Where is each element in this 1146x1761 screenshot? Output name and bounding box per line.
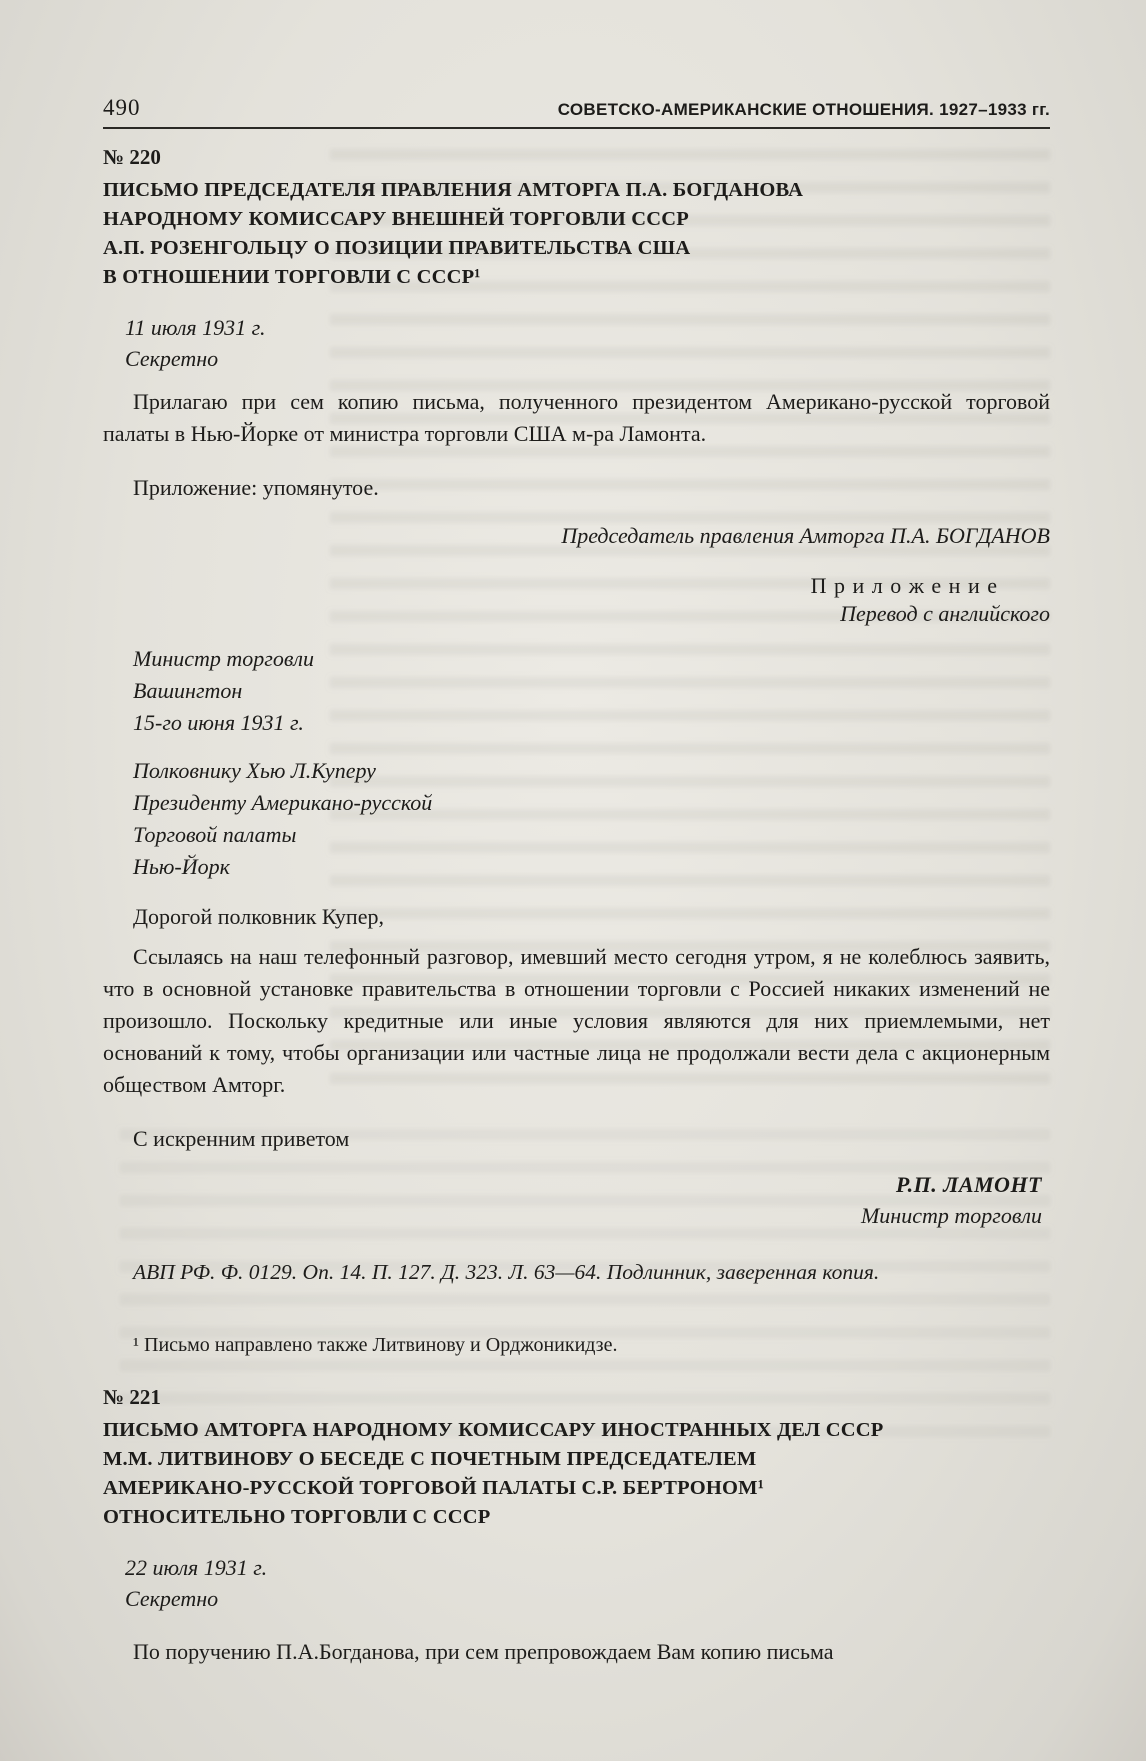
addressee-line: Полковнику Хью Л.Куперу <box>133 758 376 783</box>
doc221-date: 22 июля 1931 г. <box>125 1555 268 1580</box>
doc220-annex-label: П р и л о ж е н и е <box>810 573 998 598</box>
doc221-title-line: ПИСЬМО АМТОРГА НАРОДНОМУ КОМИССАРУ ИНОСТРАННЫХ ДЕЛ СССР <box>103 1419 884 1441</box>
doc221-classification: Секретно <box>125 1586 219 1611</box>
doc220-salutation: Дорогой полковник Купер, <box>133 904 384 929</box>
doc221-title-line: ОТНОСИТЕЛЬНО ТОРГОВЛИ С СССР <box>103 1506 491 1528</box>
doc221-title <box>103 1416 1050 1532</box>
doc220-title <box>103 176 1050 292</box>
doc220-closing: С искренним приветом <box>133 1126 350 1151</box>
doc220-footnote: ¹ Письмо направлено также Литвинову и Орджоникидзе. <box>133 1334 618 1356</box>
doc220-addressee <box>133 755 1050 883</box>
document-220 <box>103 145 1050 1359</box>
doc220-signature: Председатель правления Амторга П.А. БОГДАНОВ <box>561 523 1050 548</box>
doc220-title-line: ПИСЬМО ПРЕДСЕДАТЕЛЯ ПРАВЛЕНИЯ АМТОРГА П.А. БОГДАНОВА <box>103 179 804 201</box>
doc220-signer <box>103 1169 1050 1231</box>
doc220-letter-body: Ссылаясь на наш телефонный разговор, имевший место сегодня утром, я не колеблюсь заявить, что в основной установке правительства в отношении торговли с Россией никаких изменений не произошло. Поскольку кредитные или иные условия являются для них приемлемыми, нет оснований к тому, чтобы организации или частные лица не продолжали вести дела с акционерным обществом Амторг. <box>103 944 1050 1097</box>
running-header-title: СОВЕТСКО-АМЕРИКАНСКИЕ ОТНОШЕНИЯ. 1927–1933 гг. <box>557 100 1050 119</box>
signer-name: Р.П. ЛАМОНТ <box>895 1172 1042 1197</box>
doc220-title-line: В ОТНОШЕНИИ ТОРГОВЛИ С СССР¹ <box>103 266 481 288</box>
doc220-title-line: НАРОДНОМУ КОМИССАРУ ВНЕШНЕЙ ТОРГОВЛИ СССР <box>103 208 689 230</box>
addressee-line: Торговой палаты <box>133 822 297 847</box>
doc221-number: № 221 <box>103 1385 161 1409</box>
doc221-body-paragraph: По поручению П.А.Богданова, при сем препровождаем Вам копию письма <box>133 1639 834 1664</box>
addressee-line: Президенту Американо-русской <box>133 790 433 815</box>
addressee-line: Нью-Йорк <box>133 854 230 879</box>
page-number: 490 <box>103 95 141 120</box>
doc220-title-line: А.П. РОЗЕНГОЛЬЦУ О ПОЗИЦИИ ПРАВИТЕЛЬСТВА США <box>103 237 691 259</box>
doc220-classification: Секретно <box>125 346 219 371</box>
doc220-attachment-line: Приложение: упомянутое. <box>133 475 379 500</box>
doc220-archive-reference: АВП РФ. Ф. 0129. Оп. 14. П. 127. Д. 323. Л. 63—64. Подлинник, заверенная копия. <box>133 1260 880 1284</box>
running-head <box>103 95 1050 129</box>
doc220-annex-subtitle: Перевод с английского <box>840 601 1050 626</box>
doc220-body-paragraph: Прилагаю при сем копию письма, полученного президентом Американо-русской торговой палаты в Нью-Йорке от министра торговли США м-ра Ламонта. <box>103 389 1050 446</box>
doc220-number: № 220 <box>103 145 161 169</box>
doc221-title-line: АМЕРИКАНО-РУССКОЙ ТОРГОВОЙ ПАЛАТЫ С.Р. БЕРТРОНОМ¹ <box>103 1477 765 1499</box>
letterhead-line: Вашингтон <box>133 678 243 703</box>
letterhead-line: 15-го июня 1931 г. <box>133 710 304 735</box>
signer-title: Министр торговли <box>860 1203 1042 1228</box>
doc220-letterhead <box>133 643 1050 739</box>
doc221-title-line: М.М. ЛИТВИНОВУ О БЕСЕДЕ С ПОЧЕТНЫМ ПРЕДСЕДАТЕЛЕМ <box>103 1448 757 1470</box>
document-221 <box>103 1385 1050 1668</box>
letterhead-line: Министр торговли <box>133 646 315 671</box>
doc220-date: 11 июля 1931 г. <box>125 315 266 340</box>
